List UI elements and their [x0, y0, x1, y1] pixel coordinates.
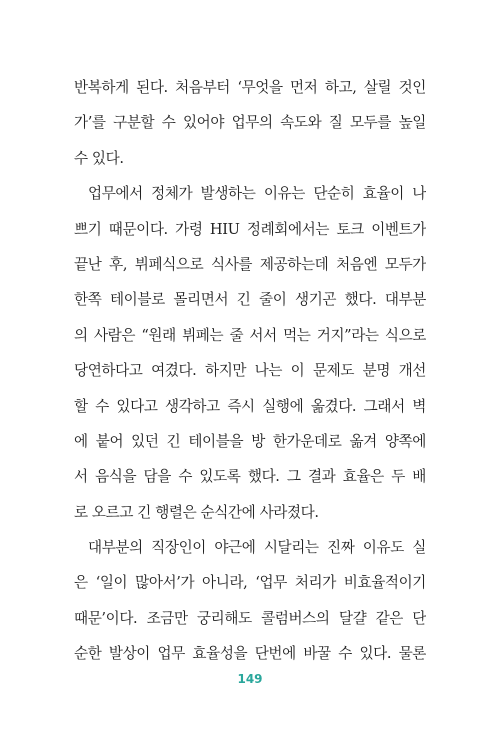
text-line: 당연하다고 여겼다. 하지만 나는 이 문제도 분명 개선 [74, 362, 426, 380]
text-line: 가’를 구분할 수 있어야 업무의 속도와 질 모두를 높일 [74, 114, 426, 132]
text-line: 에 붙어 있던 긴 테이블을 방 한가운데로 옮겨 양쪽에 [74, 432, 426, 450]
text-line: 한쪽 테이블로 몰리면서 긴 줄이 생기곤 했다. 대부분 [74, 291, 426, 309]
text-line: 때문’이다. 조금만 궁리해도 콜럼버스의 달걀 같은 단 [74, 609, 426, 627]
text-line: 업무에서 정체가 발생하는 이유는 단순히 효율이 나 [88, 185, 426, 203]
text-line: 할 수 있다고 생각하고 즉시 실행에 옮겼다. 그래서 벽 [74, 397, 426, 415]
text-line: 쁘기 때문이다. 가령 HIU 정례회에서는 토크 이벤트가 [74, 220, 426, 238]
text-line: 은 ‘일이 많아서’가 아니라, ‘업무 처리가 비효율적이기 [74, 574, 426, 592]
text-line: 끝난 후, 뷔페식으로 식사를 제공하는데 처음엔 모두가 [74, 255, 426, 273]
text-line: 순한 발상이 업무 효율성을 단번에 바꿀 수 있다. 물론 [74, 645, 426, 663]
text-line: 로 오르고 긴 행렬은 순식간에 사라졌다. [74, 503, 319, 521]
text-line: 의 사람은 “원래 뷔페는 줄 서서 먹는 거지”라는 식으로 [74, 326, 426, 344]
body-text [74, 70, 426, 672]
text-line: 대부분의 직장인이 야근에 시달리는 진짜 이유도 실 [88, 539, 426, 557]
text-line: 서 음식을 담을 수 있도록 했다. 그 결과 효율은 두 배 [74, 468, 426, 486]
text-line: 반복하게 된다. 처음부터 ‘무엇을 먼저 하고, 살릴 것인 [74, 79, 426, 96]
page-number: 149 [237, 672, 263, 686]
text-line: 수 있다. [74, 149, 124, 167]
